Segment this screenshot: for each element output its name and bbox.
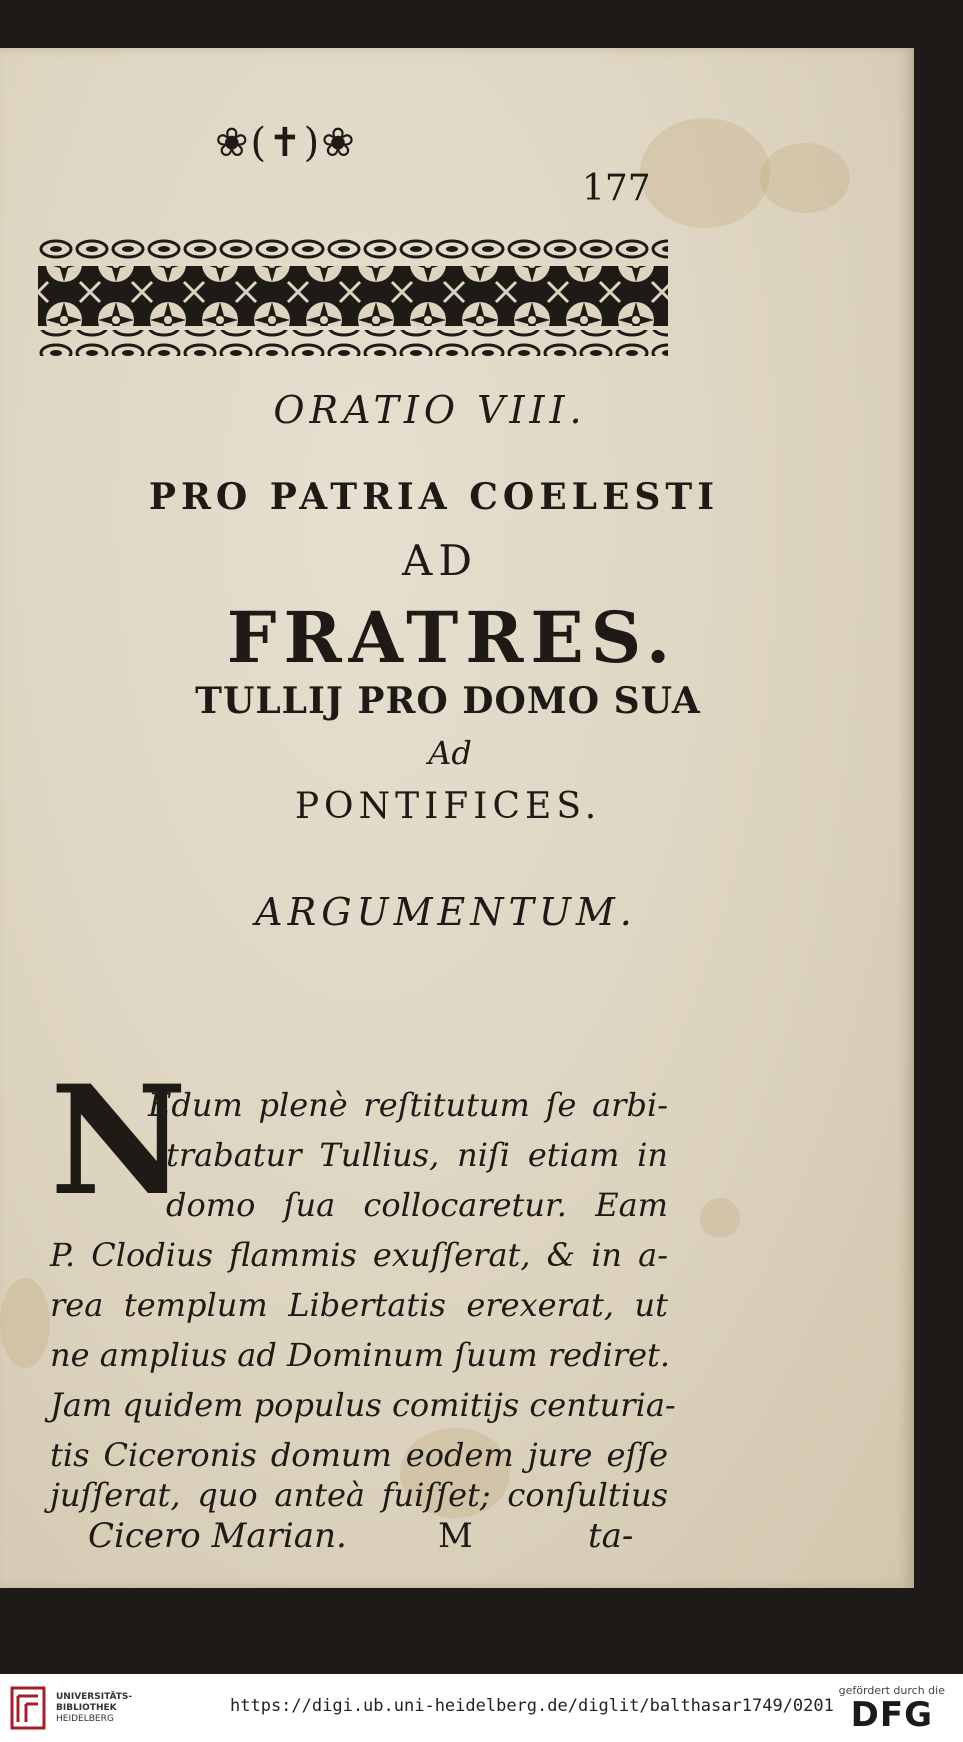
catchword-right: ta-: [588, 1516, 634, 1556]
pontifices-heading: PONTIFICES.: [294, 786, 602, 827]
paper-stain: [760, 143, 850, 213]
tullij-heading: TULLIJ PRO DOMO SUA: [195, 680, 701, 722]
oval-border-top: [38, 236, 668, 262]
text-line: juſſerat, quo anteà fuiſſet; conſultius: [50, 1476, 668, 1514]
text-line: domo ſua collocaretur. Eam: [166, 1186, 668, 1224]
pro-patria-heading: PRO PATRIA COELESTI: [148, 476, 720, 518]
oval-border-bottom: [38, 330, 668, 356]
paper-stain: [700, 1198, 740, 1238]
book-page: [0, 48, 914, 1588]
funded-by-label: gefördert durch die: [838, 1684, 945, 1697]
library-line-3: HEIDELBERG: [56, 1714, 114, 1724]
fratres-heading: FRATRES.: [226, 596, 678, 679]
oratio-heading: ORATIO VIII.: [273, 388, 587, 432]
text-line: rea templum Libertatis erexerat, ut: [50, 1286, 668, 1324]
floral-band: [38, 266, 668, 326]
library-name: [56, 1692, 132, 1725]
ad-heading: AD: [401, 536, 478, 585]
catchword-left: Cicero Marian.: [88, 1516, 347, 1556]
paper-stain: [0, 1278, 50, 1368]
page-number: 177: [582, 168, 651, 209]
dfg-logo: DFG: [850, 1695, 934, 1735]
signature-mark: M: [438, 1516, 473, 1556]
text-line: tis Ciceronis domum eodem jure eſſe: [50, 1436, 668, 1474]
page-url[interactable]: https://digi.ub.uni-heidelberg.de/diglit/balthasar1749/0201: [230, 1696, 834, 1716]
library-line-1: UNIVERSITÄTS-: [56, 1692, 133, 1702]
paper-stain: [640, 118, 770, 228]
drop-cap: N: [50, 1053, 188, 1229]
argumentum-heading: ARGUMENTUM.: [255, 890, 637, 934]
ad-subheading: Ad: [428, 734, 472, 772]
text-line: Jam quidem populus comitijs centuria-: [50, 1386, 676, 1424]
library-line-2: BIBLIOTHEK: [56, 1703, 117, 1713]
dfg-funding[interactable]: [839, 1684, 945, 1733]
viewer-footer: [0, 1674, 963, 1742]
header-ornament: ❀(✝)❀: [215, 120, 357, 166]
ornamental-band: [38, 236, 668, 358]
text-line: trabatur Tullius, niſi etiam in: [166, 1136, 668, 1174]
text-line: Edum plenè reſtitutum ſe arbi-: [148, 1086, 668, 1124]
library-logo-icon[interactable]: [10, 1686, 46, 1730]
text-line: P. Clodius flammis exuſſerat, & in a-: [50, 1236, 668, 1274]
text-line: ne amplius ad Dominum ſuum rediret.: [50, 1336, 671, 1374]
